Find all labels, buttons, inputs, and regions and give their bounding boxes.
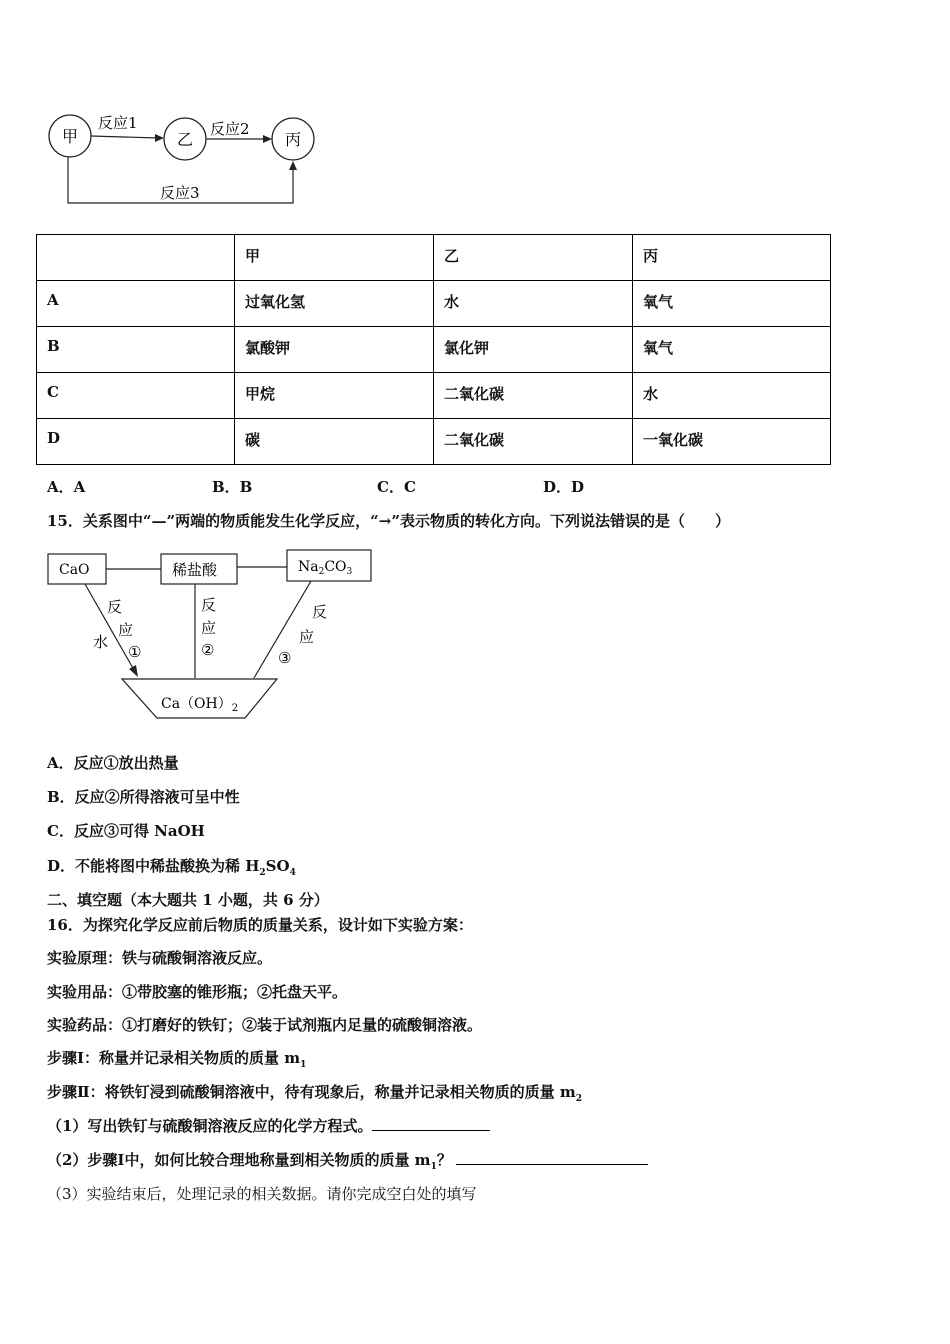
arrowhead-reaction1 xyxy=(155,134,164,142)
label-reaction3: 反应3 xyxy=(160,184,200,202)
choice-b[interactable]: B．B xyxy=(212,478,253,496)
reaction-diagram-14 xyxy=(40,100,330,210)
sub-question-1-text: （1）写出铁钉与硫酸铜溶液反应的化学方程式。 xyxy=(47,1117,373,1135)
table-cell: 二氧化碳 xyxy=(434,373,633,419)
label-fan-3: 反 xyxy=(312,603,328,621)
label-circle-2: ② xyxy=(201,641,215,659)
answer-blank-1[interactable] xyxy=(372,1130,490,1131)
table-cell: 二氧化碳 xyxy=(434,419,633,465)
experiment-principle: 实验原理：铁与硫酸铜溶液反应。 xyxy=(47,949,273,967)
step-1-text: 步骤Ⅰ：称量并记录相关物质的质量 m xyxy=(47,1049,301,1067)
table-cell: D xyxy=(37,419,235,465)
table-cell: 氧气 xyxy=(633,327,831,373)
subscript: 1 xyxy=(300,1060,307,1070)
experiment-equipment: 实验用品：①带胶塞的锥形瓶；②托盘天平。 xyxy=(47,983,348,1001)
sub-question-2-mark: ？ xyxy=(436,1151,452,1169)
label-na2co3: $Na_2CO_3$ xyxy=(298,559,353,577)
arrowhead-reaction2 xyxy=(263,135,272,143)
subscript: 2 xyxy=(259,868,266,878)
node-jia: 甲 xyxy=(61,127,79,146)
question-15-stem: 15．关系图中“—”两端的物质能发生化学反应，“→”表示物质的转化方向。下列说法错误的是（ ） xyxy=(47,512,730,530)
section-heading: 二、填空题（本大题共 1 小题，共 6 分） xyxy=(47,891,329,909)
table-cell xyxy=(37,235,235,281)
table-cell: 甲 xyxy=(235,235,434,281)
sub-question-3: （3）实验结束后，处理记录的相关数据。请你完成空白处的填写 xyxy=(47,1185,477,1203)
arrowhead-reaction3 xyxy=(289,161,297,170)
label-caoh2: $Ca(OH)_2$ xyxy=(161,696,239,714)
label-cao: CaO xyxy=(59,562,90,578)
node-bing: 丙 xyxy=(284,130,302,149)
subscript: 1 xyxy=(430,1162,437,1172)
arrowhead-reaction-1 xyxy=(129,665,138,677)
subscript: 4 xyxy=(289,868,296,878)
option-15-a[interactable]: A．反应①放出热量 xyxy=(47,754,179,772)
table-cell: 氧气 xyxy=(633,281,831,327)
table-row xyxy=(37,281,831,327)
label-hcl: 稀盐酸 xyxy=(172,561,218,579)
table-cell: 丙 xyxy=(633,235,831,281)
table-cell: 水 xyxy=(434,281,633,327)
option-15-d-so: SO xyxy=(265,857,290,875)
sub-question-1 xyxy=(47,1115,490,1136)
option-15-d-text: D．不能将图中稀盐酸换为稀 H xyxy=(47,857,260,875)
sub-question-2 xyxy=(47,1149,648,1172)
step-2-text: 步骤Ⅱ：将铁钉浸到硫酸铜溶液中，待有现象后，称量并记录相关物质的质量 m xyxy=(47,1083,576,1101)
arrow-reaction1 xyxy=(91,136,158,138)
answer-blank-2[interactable] xyxy=(456,1164,648,1165)
table-cell: 甲烷 xyxy=(235,373,434,419)
experiment-reagents: 实验药品：①打磨好的铁钉；②装于试剂瓶内足量的硫酸铜溶液。 xyxy=(47,1016,483,1034)
label-ying-2: 应 xyxy=(201,619,217,637)
label-ying-3: 应 xyxy=(299,628,315,646)
label-circle-3: ③ xyxy=(278,649,292,667)
relation-diagram-15 xyxy=(40,545,380,725)
choice-c[interactable]: C．C xyxy=(377,478,416,496)
table-row xyxy=(37,419,831,465)
sub-question-2-text: （2）步骤Ⅰ中，如何比较合理地称量到相关物质的质量 m xyxy=(47,1151,431,1169)
table-cell: 氯化钾 xyxy=(434,327,633,373)
table-row xyxy=(37,327,831,373)
subscript: 2 xyxy=(575,1094,583,1104)
node-yi: 乙 xyxy=(176,130,194,149)
table-cell: C xyxy=(37,373,235,419)
table-cell: 一氧化碳 xyxy=(633,419,831,465)
label-reaction2: 反应2 xyxy=(210,120,250,138)
table-cell: 氯酸钾 xyxy=(235,327,434,373)
table-cell: 水 xyxy=(633,373,831,419)
table-header-row xyxy=(37,235,831,281)
label-circle-1: ① xyxy=(128,643,142,661)
step-2 xyxy=(47,1081,582,1104)
table-cell: A xyxy=(37,281,235,327)
label-water: 水 xyxy=(93,633,109,651)
label-fan-2: 反 xyxy=(201,596,217,614)
step-1 xyxy=(47,1047,306,1070)
label-fan-1: 反 xyxy=(107,598,123,616)
options-table-14 xyxy=(36,234,831,465)
option-15-c[interactable]: C．反应③可得 NaOH xyxy=(47,822,205,840)
choice-a[interactable]: A．A xyxy=(47,478,86,496)
question-16-stem: 16．为探究化学反应前后物质的质量关系，设计如下实验方案： xyxy=(47,916,473,934)
table-cell: B xyxy=(37,327,235,373)
label-reaction1: 反应1 xyxy=(98,114,138,132)
table-cell: 碳 xyxy=(235,419,434,465)
table-row xyxy=(37,373,831,419)
option-15-b[interactable]: B．反应②所得溶液可呈中性 xyxy=(47,788,240,806)
table-cell: 过氧化氢 xyxy=(235,281,434,327)
choice-d[interactable]: D．D xyxy=(543,478,585,496)
table-cell: 乙 xyxy=(434,235,633,281)
label-ying-1: 应 xyxy=(118,621,134,639)
option-15-d[interactable] xyxy=(47,855,296,878)
